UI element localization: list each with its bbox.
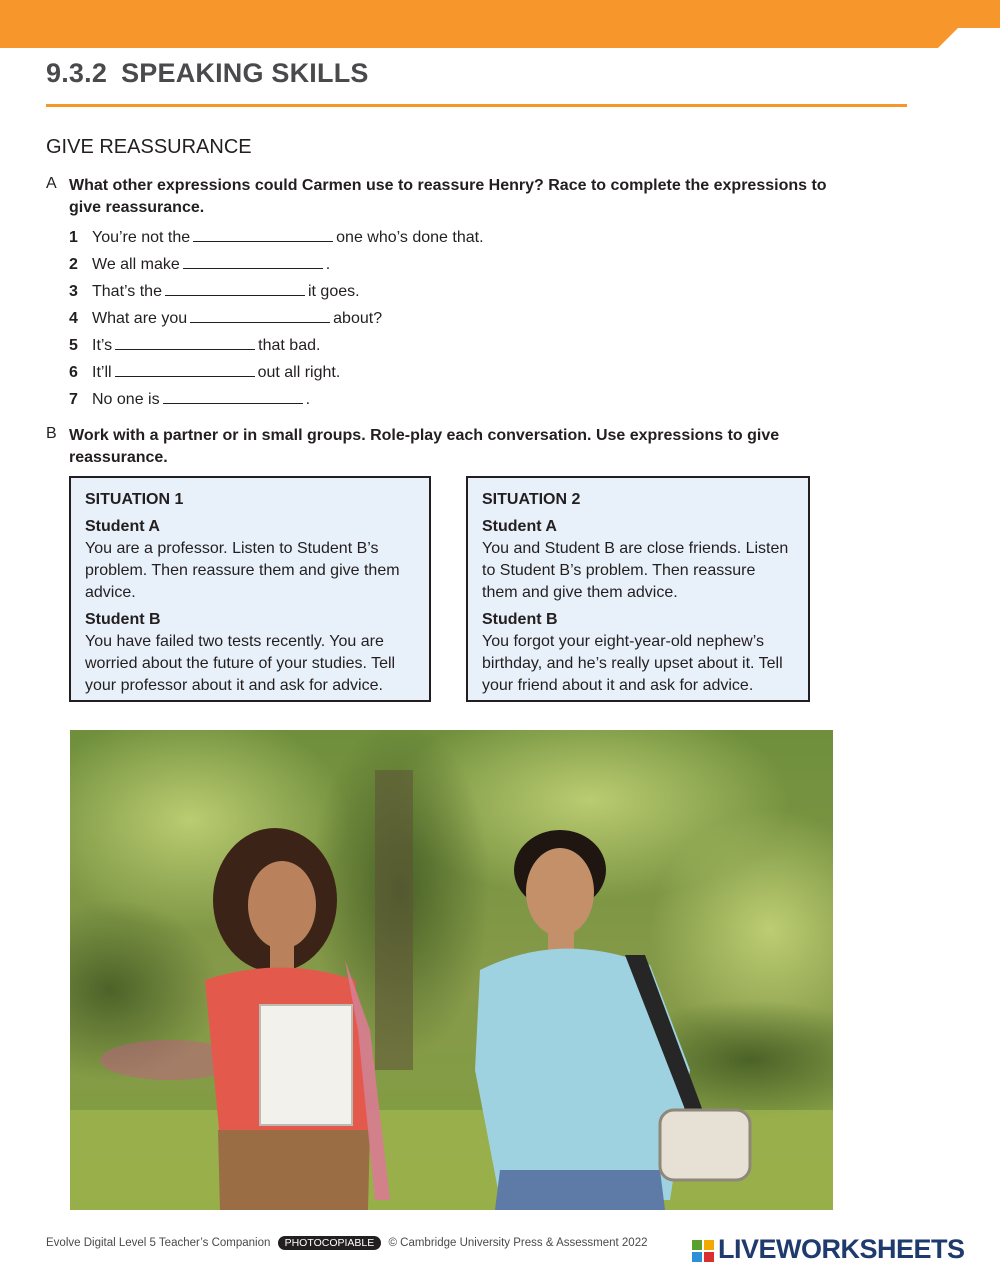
- answer-blank[interactable]: [183, 254, 323, 269]
- item-after: out all right.: [257, 364, 341, 381]
- task-a-instruction: What other expressions could Carmen use to reassure Henry? Race to complete the expressions to give reassurance.: [69, 177, 827, 216]
- item-before: It’ll: [92, 364, 112, 381]
- list-item: [69, 251, 846, 278]
- logo-text: LIVEWORKSHEETS: [718, 1234, 965, 1264]
- student-a-label: Student A: [85, 518, 160, 535]
- item-before: No one is: [92, 391, 160, 408]
- item-after: about?: [333, 310, 383, 327]
- students-walking-photo: [70, 730, 833, 1210]
- list-item: [69, 305, 846, 332]
- list-item: [69, 278, 846, 305]
- unit-number: 9.3.2: [46, 58, 108, 88]
- list-item: [69, 332, 846, 359]
- item-number: 6: [69, 364, 78, 381]
- student-a-text: You and Student B are close friends. Listen to Student B’s problem. Then reassure them and give them advice.: [482, 540, 789, 601]
- item-before: You’re not the: [92, 229, 191, 246]
- task-a: [46, 175, 846, 413]
- page-footer: [46, 1236, 648, 1250]
- list-item: [69, 386, 846, 413]
- item-number: 3: [69, 283, 78, 300]
- list-item: [69, 224, 846, 251]
- logo-squares-icon: [692, 1240, 714, 1262]
- item-number: 1: [69, 229, 78, 246]
- task-a-letter: A: [46, 175, 57, 192]
- item-number: 5: [69, 337, 78, 354]
- top-orange-band: [0, 0, 1000, 48]
- situation-title: SITUATION 2: [482, 491, 581, 508]
- task-b-instruction: Work with a partner or in small groups. Role-play each conversation. Use expressions to give reassurance.: [69, 427, 780, 466]
- item-before: It’s: [92, 337, 113, 354]
- list-item: [69, 359, 846, 386]
- expression-list: [69, 224, 846, 413]
- situation-2-box: [466, 476, 810, 702]
- item-before: What are you: [92, 310, 188, 327]
- page-title: [46, 58, 369, 89]
- footer-book: Evolve Digital Level 5 Teacher’s Companion: [46, 1237, 271, 1249]
- item-after: .: [325, 256, 331, 273]
- item-before: We all make: [92, 256, 180, 273]
- section-heading: GIVE REASSURANCE: [46, 136, 252, 158]
- student-b-label: Student B: [85, 611, 161, 628]
- answer-blank[interactable]: [115, 335, 255, 350]
- task-b-letter: B: [46, 425, 57, 442]
- item-before: That’s the: [92, 283, 162, 300]
- item-number: 4: [69, 310, 78, 327]
- student-b-text: You have failed two tests recently. You are worried about the future of your studies. Tell your professor about it and ask for advice.: [85, 633, 396, 694]
- item-number: 2: [69, 256, 78, 273]
- answer-blank[interactable]: [115, 362, 255, 377]
- student-b-text: You forgot your eight-year-old nephew’s birthday, and he’s really upset about it. Tell your friend about it and ask for advice.: [482, 633, 783, 694]
- situation-1-box: [69, 476, 431, 702]
- situation-title: SITUATION 1: [85, 491, 184, 508]
- footer-copyright: © Cambridge University Press & Assessment 2022: [388, 1237, 648, 1249]
- item-after: it goes.: [307, 283, 360, 300]
- photocopiable-badge: PHOTOCOPIABLE: [278, 1236, 382, 1250]
- item-number: 7: [69, 391, 78, 408]
- item-after: one who’s done that.: [336, 229, 484, 246]
- student-b-label: Student B: [482, 611, 558, 628]
- item-after: .: [305, 391, 311, 408]
- answer-blank[interactable]: [193, 227, 333, 242]
- title-divider: [46, 104, 907, 107]
- item-after: that bad.: [258, 337, 321, 354]
- student-a-text: You are a professor. Listen to Student B’s problem. Then reassure them and give them advice.: [85, 540, 400, 601]
- student-a-label: Student A: [482, 518, 557, 535]
- task-b: [46, 425, 846, 469]
- answer-blank[interactable]: [190, 308, 330, 323]
- answer-blank[interactable]: [163, 389, 303, 404]
- answer-blank[interactable]: [165, 281, 305, 296]
- unit-title-text: SPEAKING SKILLS: [121, 58, 369, 88]
